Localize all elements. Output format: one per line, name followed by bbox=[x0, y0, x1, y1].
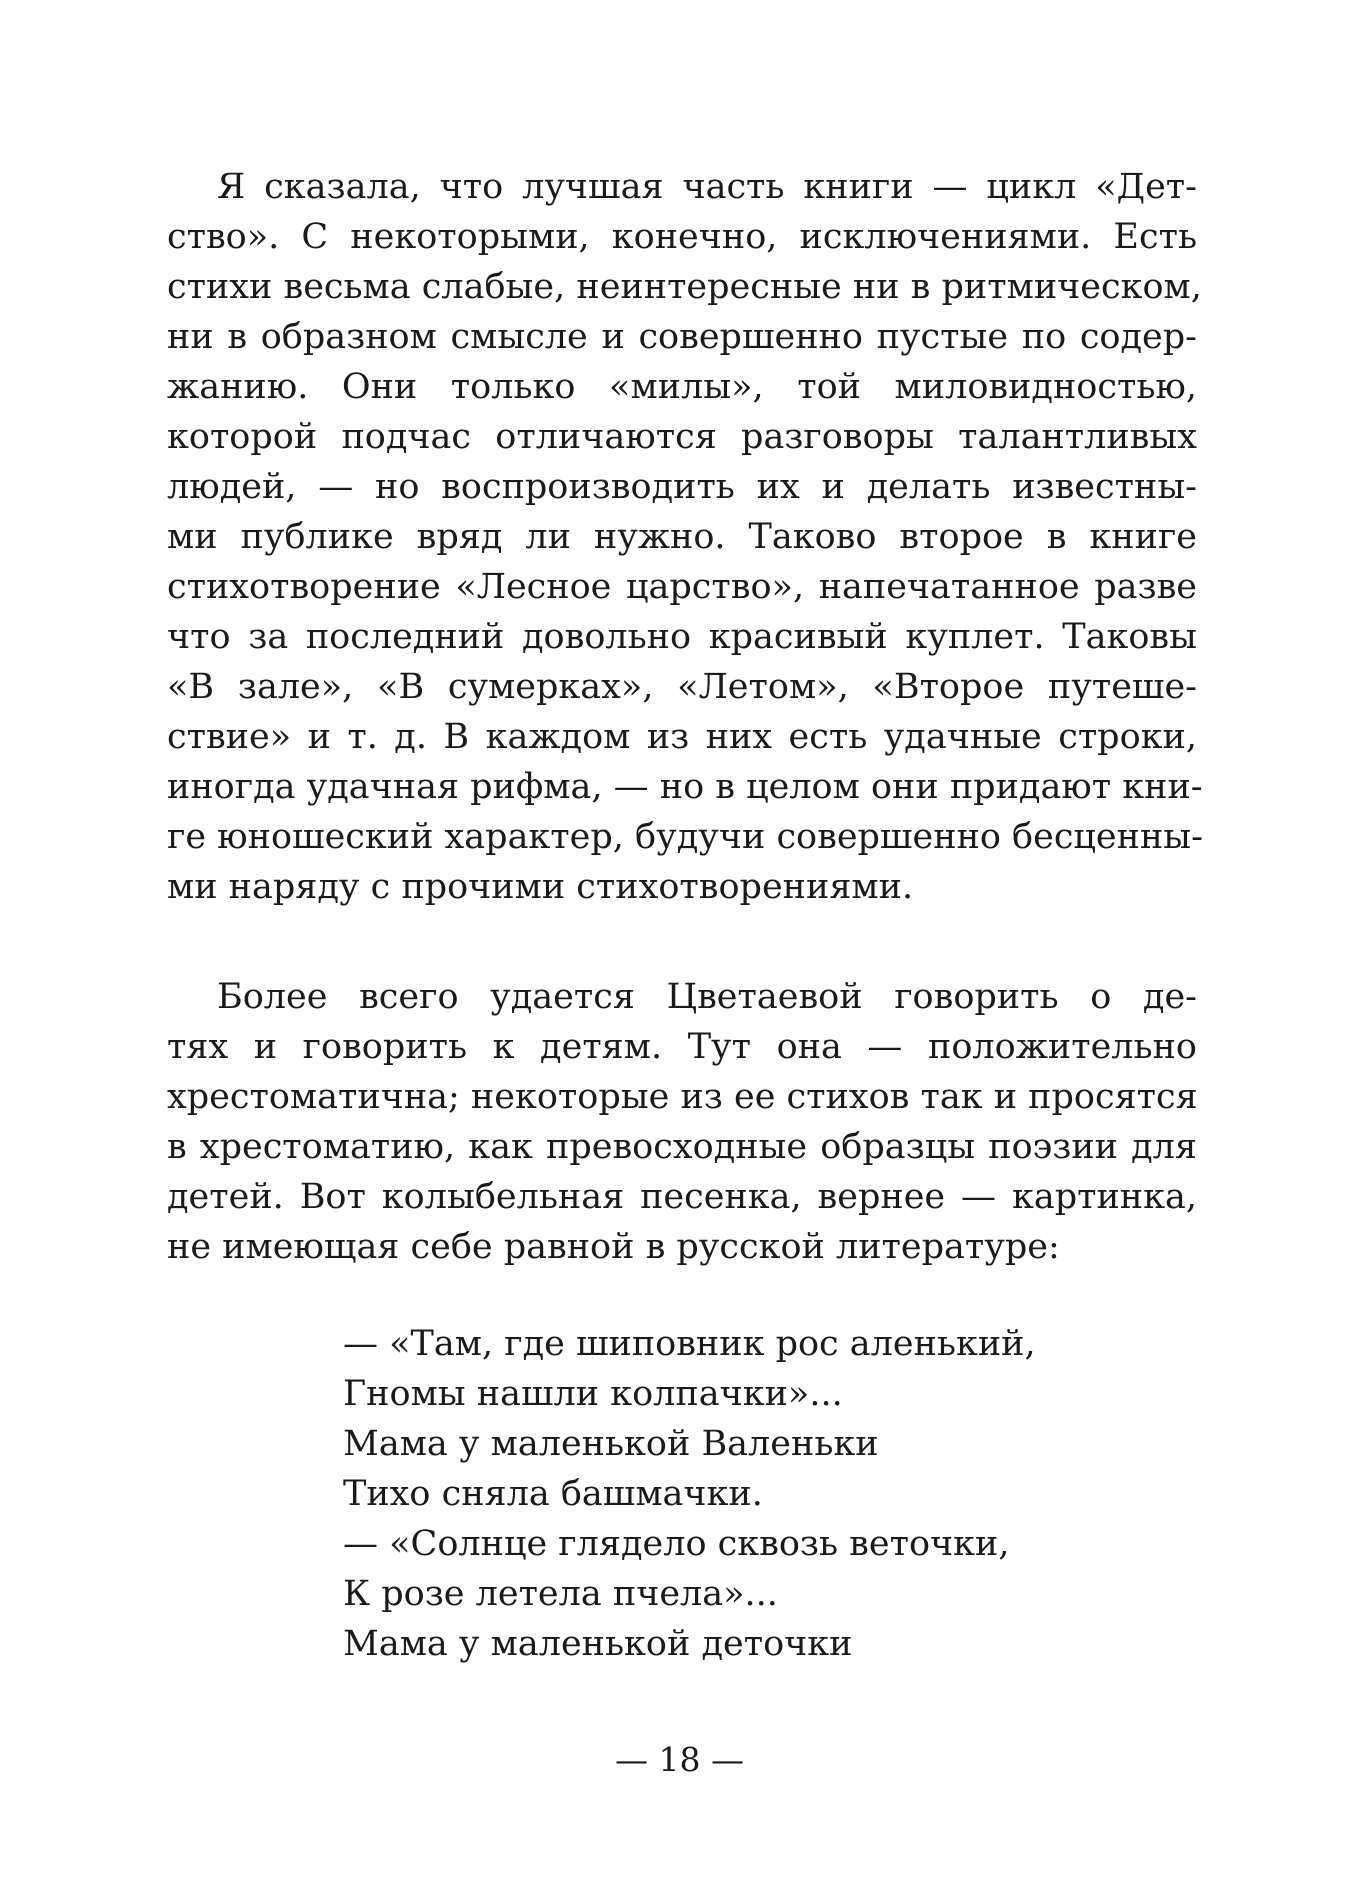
text-line: Я сказала, что лучшая часть книги — цикл «Дет- bbox=[217, 167, 1197, 207]
text-line: Более всего удается Цветаевой говорить о де- bbox=[217, 977, 1197, 1017]
poem-quote bbox=[343, 1319, 1036, 1669]
poem-line: Тихо сняла башмачки. bbox=[343, 1474, 763, 1514]
text-line: в хрестоматию, как превосходные образцы поэзии для bbox=[167, 1127, 1197, 1167]
text-line: стихи весьма слабые, неинтересные ни в ритмическом, bbox=[167, 267, 1202, 307]
text-line: детей. Вот колыбельная песенка, вернее — картинка, bbox=[167, 1177, 1197, 1217]
text-line: «В зале», «В сумерках», «Летом», «Второе путеше- bbox=[167, 667, 1197, 707]
page-number: — 18 — bbox=[615, 1740, 744, 1779]
poem-line: К розе летела пчела»... bbox=[343, 1574, 778, 1614]
text-line: жанию. Они только «милы», той миловидностью, bbox=[167, 367, 1197, 407]
text-line: ми публике вряд ли нужно. Таково второе в книге bbox=[167, 517, 1197, 557]
poem-line: Мама у маленькой Валеньки bbox=[343, 1424, 879, 1464]
paragraph-1 bbox=[167, 162, 1203, 912]
poem-line: — «Там, где шиповник рос аленький, bbox=[343, 1324, 1036, 1364]
text-line: ни в образном смысле и совершенно пустые по содер- bbox=[167, 317, 1197, 357]
text-line: тях и говорить к детям. Тут она — положительно bbox=[167, 1027, 1197, 1067]
text-line: которой подчас отличаются разговоры талантливых bbox=[167, 417, 1197, 457]
text-line: стихотворение «Лесное царство», напечатанное разве bbox=[167, 567, 1197, 607]
text-line: ство». С некоторыми, конечно, исключениями. Есть bbox=[167, 217, 1197, 257]
poem-line: — «Солнце глядело сквозь веточки, bbox=[343, 1524, 1010, 1564]
text-line: людей, — но воспроизводить их и делать известны- bbox=[167, 467, 1197, 507]
text-line: что за последний довольно красивый куплет. Таковы bbox=[167, 617, 1197, 657]
text-line: иногда удачная рифма, — но в целом они придают кни- bbox=[167, 767, 1203, 807]
text-line: ми наряду с прочими стихотворениями. bbox=[167, 867, 914, 907]
text-line: ге юношеский характер, будучи совершенно бесценны- bbox=[167, 817, 1203, 857]
paragraph-2 bbox=[167, 972, 1197, 1272]
poem-line: Гномы нашли колпачки»... bbox=[343, 1374, 843, 1414]
poem-line: Мама у маленькой деточки bbox=[343, 1624, 853, 1664]
text-line: хрестоматична; некоторые из ее стихов так и просятся bbox=[167, 1077, 1198, 1117]
text-line: не имеющая себе равной в русской литературе: bbox=[167, 1227, 1060, 1267]
text-line: ствие» и т. д. В каждом из них есть удачные строки, bbox=[167, 717, 1197, 757]
